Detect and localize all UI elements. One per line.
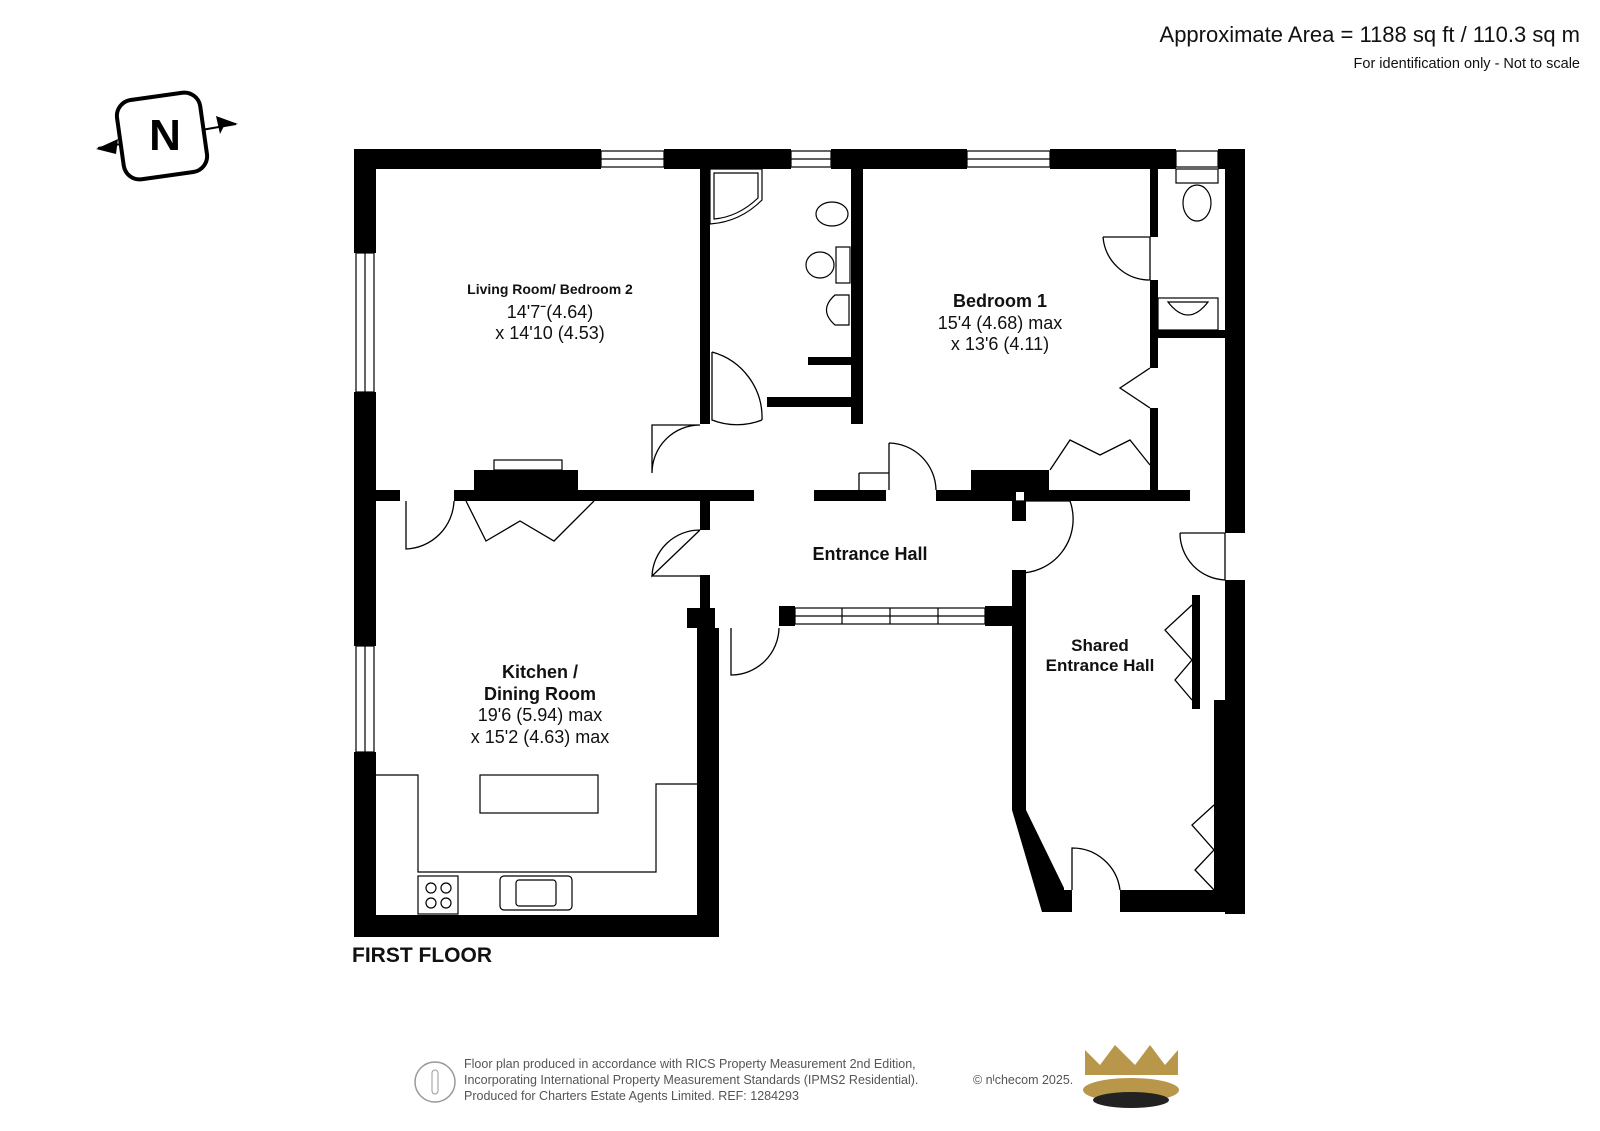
bedroom1-title: Bedroom 1 <box>952 291 1048 311</box>
kitchen-label <box>440 662 640 748</box>
kitchen-dim2: x 15'2 (4.63) max <box>470 726 610 747</box>
bedroom1-dim1: 15'4 (4.68) max <box>937 312 1063 333</box>
copyright: © nᴵchecom 2025. <box>973 1073 1074 1087</box>
walls <box>354 149 1245 937</box>
approximate-area: Approximate Area = 1188 sq ft / 110.3 sq m <box>1159 22 1580 47</box>
scale-note: For identification only - Not to scale <box>1353 56 1580 72</box>
fixtures <box>356 151 1218 914</box>
shared-hall-title2: Entrance Hall <box>1045 656 1155 676</box>
living-room-dim2: x 14'10 (4.53) <box>495 323 605 344</box>
bedroom1-label <box>900 291 1100 356</box>
living-room-title: Living Room/ Bedroom 2 <box>467 281 633 297</box>
kitchen-title2: Dining Room <box>484 683 596 704</box>
shared-hall-label <box>1020 636 1180 677</box>
footer-line3: Produced for Charters Estate Agents Limited. REF: 1284293 <box>464 1089 799 1103</box>
kitchen-dim1: 19'6 (5.94) max <box>477 705 603 726</box>
living-room-label <box>430 281 670 345</box>
entrance-hall-title: Entrance Hall <box>812 544 928 564</box>
compass-letter: N <box>149 111 181 160</box>
footer-line1: Floor plan produced in accordance with RICS Property Measurement 2nd Edition, <box>464 1057 916 1071</box>
shared-hall-title1: Shared <box>1071 636 1129 655</box>
footer-text <box>464 1056 918 1104</box>
bedroom1-dim2: x 13'6 (4.11) <box>950 334 1050 355</box>
footer-line2: Incorporating International Property Measurement Standards (IPMS2 Residential). <box>464 1073 919 1087</box>
entrance-hall-label <box>790 544 950 566</box>
living-room-dim1: 14'7ˉ(4.64) <box>506 301 594 322</box>
kitchen-title1: Kitchen / <box>501 662 578 682</box>
compass-icon <box>96 91 238 182</box>
floor-label: FIRST FLOOR <box>352 944 492 967</box>
